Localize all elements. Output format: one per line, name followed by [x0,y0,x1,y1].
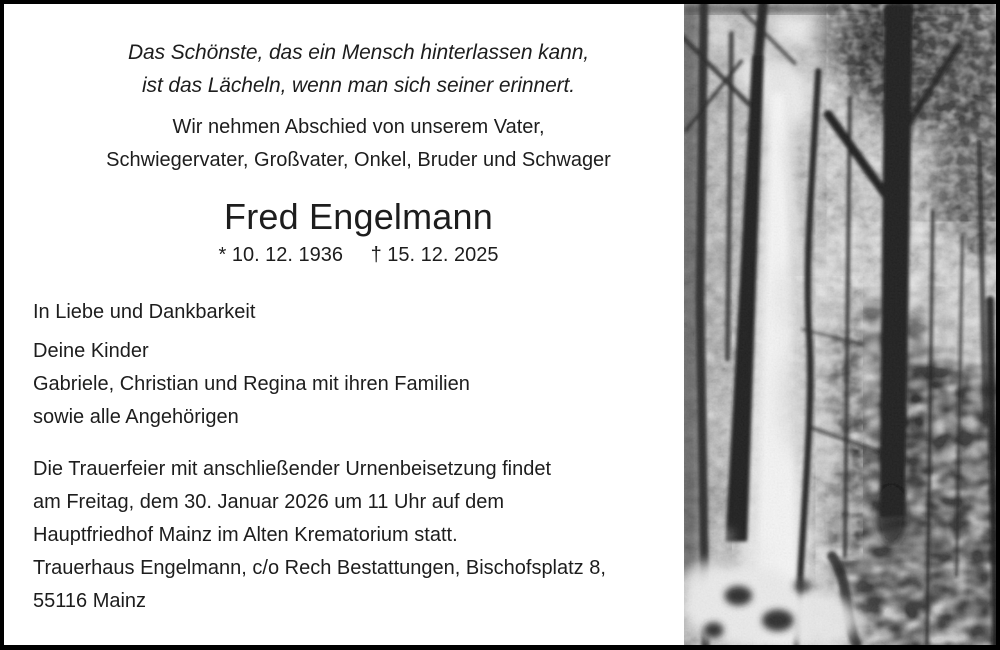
ceremony-block [4,453,684,618]
obituary-text-column [4,4,684,645]
ceremony-line-3: Hauptfriedhof Mainz im Alten Krematorium statt. [33,524,458,546]
intro-line-2: Schwiegervater, Großvater, Onkel, Bruder und Schwager [106,149,611,171]
epigraph [4,36,684,102]
ceremony-line-2: am Freitag, dem 30. Januar 2026 um 11 Uhr auf dem [33,491,504,513]
intro-text [4,111,684,177]
funeral-home-line-2: 55116 Mainz [33,590,147,612]
life-dates [4,242,684,268]
ceremony-line-1: Die Trauerfeier mit anschließender Urnenbeisetzung findet [33,458,552,480]
intro-line-1: Wir nehmen Abschied von unserem Vater, [172,116,545,138]
mourners-line-3: sowie alle Angehörigen [33,406,239,428]
memorial-forest-photo [684,4,996,645]
funeral-home-line-1: Trauerhaus Engelmann, c/o Rech Bestattungen, Bischofsplatz 8, [33,557,606,579]
forest-photo-drawing [684,4,996,645]
birth-date: * 10. 12. 1936 [218,244,344,266]
epigraph-line-2: ist das Lächeln, wenn man sich seiner erinnert. [141,74,576,97]
death-date: † 15. 12. 2025 [370,244,499,266]
mourners-line-2: Gabriele, Christian und Regina mit ihren Familien [33,373,470,395]
mourners-line-1: Deine Kinder [33,340,149,362]
epigraph-line-1: Das Schönste, das ein Mensch hinterlassen kann, [127,41,590,64]
condolence-line: In Liebe und Dankbarkeit [33,301,256,323]
deceased-name: Fred Engelmann [224,196,493,237]
mourners-block [4,335,684,434]
